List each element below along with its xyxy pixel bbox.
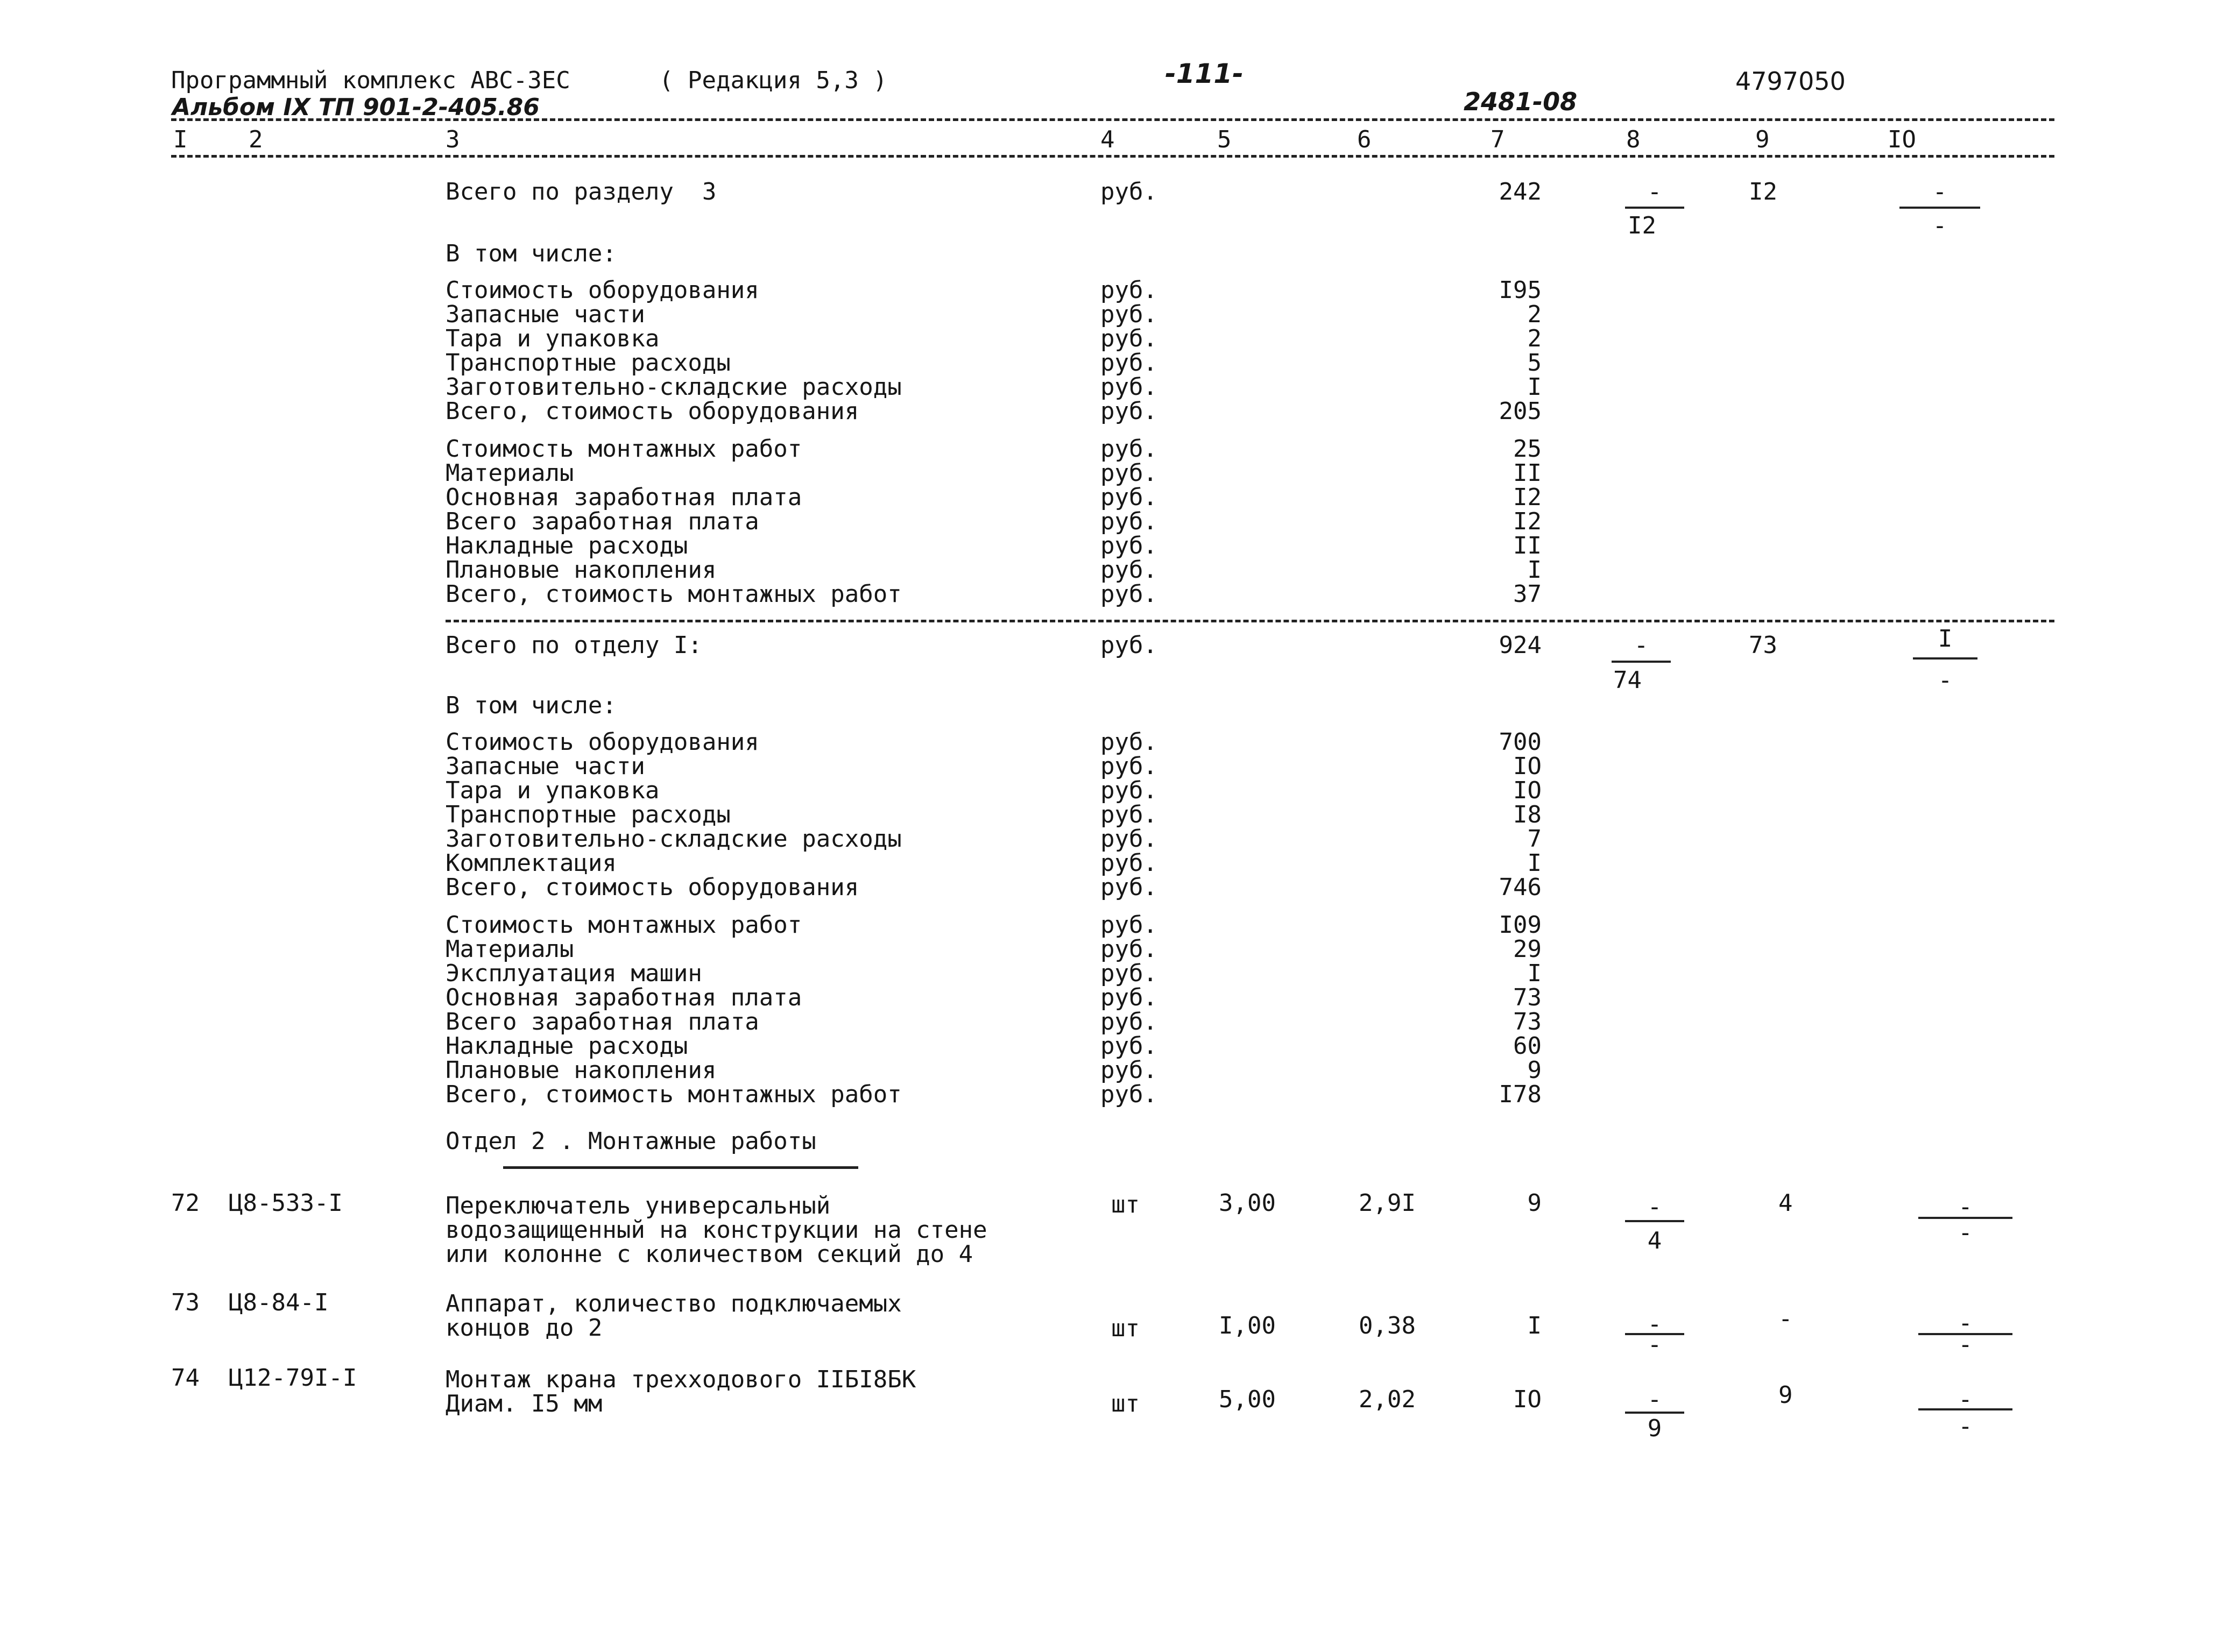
edition-label: ( Редакция 5,3 ) <box>659 67 887 94</box>
item-c10-top: - <box>1958 1309 1973 1337</box>
dept-total-c10-bottom: - <box>1938 667 1953 694</box>
row-label: Накладные расходы <box>446 532 688 559</box>
item-description-line: водозащищенный на конструкции на стене <box>446 1216 987 1244</box>
header-rule-top <box>171 118 2054 121</box>
section-total-c10-top: - <box>1932 178 1947 205</box>
fraction-bar <box>1625 1220 1684 1222</box>
item-c8-top: - <box>1647 1193 1662 1221</box>
row-label: Транспортные расходы <box>446 349 731 377</box>
row-label: Стоимость монтажных работ <box>446 435 802 463</box>
section-including-label: В том числе: <box>446 240 617 267</box>
row-unit: руб. <box>1100 556 1157 584</box>
row-unit: руб. <box>1100 874 1157 901</box>
row-unit: руб. <box>1100 825 1157 853</box>
dept2-title: Отдел 2 . Монтажные работы <box>446 1128 816 1155</box>
item-c8-bottom: 9 <box>1647 1415 1662 1442</box>
row-unit: руб. <box>1100 728 1157 756</box>
section-total-c10-bottom: - <box>1932 212 1947 239</box>
item-description-line: концов до 2 <box>446 1314 603 1342</box>
row-label: Плановые накопления <box>446 556 717 584</box>
row-label: Стоимость оборудования <box>446 276 759 304</box>
dept-total-c8-bottom: 74 <box>1613 667 1642 694</box>
row-value: I8 <box>1513 801 1542 828</box>
item-c9: 9 <box>1778 1381 1793 1409</box>
item-code: Ц8-84-I <box>229 1289 329 1316</box>
row-unit: руб. <box>1100 849 1157 877</box>
fraction-bar <box>1918 1408 2012 1410</box>
row-unit: руб. <box>1100 508 1157 535</box>
album-reference: Альбом IX ТП 901-2-405.86 <box>172 94 540 121</box>
row-value: I <box>1527 849 1542 877</box>
section-divider <box>446 620 2054 622</box>
item-description-line: Монтаж крана трехходового IIБI8БК <box>446 1366 916 1393</box>
row-unit: руб. <box>1100 1008 1157 1036</box>
item-description-line: Аппарат, количество подключаемых <box>446 1290 902 1317</box>
row-value: 9 <box>1527 1057 1542 1084</box>
row-label: Эксплуатация машин <box>446 960 702 987</box>
fraction-bar <box>1625 1412 1684 1414</box>
item-c8-bottom: 4 <box>1647 1227 1662 1254</box>
dept2-title-underline <box>503 1166 858 1169</box>
item-total: 9 <box>1527 1189 1542 1217</box>
row-value: 5 <box>1527 349 1542 377</box>
row-value: I <box>1527 556 1542 584</box>
row-unit: руб. <box>1100 1081 1157 1108</box>
row-value: 2 <box>1527 325 1542 352</box>
col-head-6: 6 <box>1357 126 1372 153</box>
row-value: 73 <box>1513 1008 1542 1036</box>
item-c8-top: - <box>1647 1386 1662 1413</box>
row-unit: руб. <box>1100 276 1157 304</box>
row-label: Материалы <box>446 459 574 487</box>
row-value: I95 <box>1499 276 1542 304</box>
program-name: Программный комплекс АВС-ЗЕС <box>171 67 570 94</box>
col-head-9: 9 <box>1755 126 1770 153</box>
row-value: I <box>1527 960 1542 987</box>
dept-including-label: В том числе: <box>446 692 617 719</box>
document-number: 4797050 <box>1735 67 1846 96</box>
section-total-label: Всего по разделу 3 <box>446 178 717 205</box>
row-value: I2 <box>1513 484 1542 511</box>
row-unit: руб. <box>1100 301 1157 328</box>
row-label: Тара и упаковка <box>446 325 660 352</box>
item-c10-bottom: - <box>1958 1219 1973 1246</box>
row-label: Основная заработная плата <box>446 484 802 511</box>
item-unit-price: 0,38 <box>1359 1312 1416 1339</box>
item-unit-price: 2,02 <box>1359 1386 1416 1413</box>
row-label: Всего заработная плата <box>446 508 759 535</box>
row-unit: руб. <box>1100 911 1157 939</box>
item-unit: шт <box>1111 1390 1140 1417</box>
col-head-1: I <box>173 126 188 153</box>
row-unit: руб. <box>1100 484 1157 511</box>
section-total-c8-bottom: I2 <box>1628 212 1656 239</box>
page-mark: -111- <box>1165 58 1244 89</box>
item-quantity: 5,00 <box>1219 1386 1276 1413</box>
col-head-10: IO <box>1888 126 1916 153</box>
row-unit: руб. <box>1100 349 1157 377</box>
row-label: Запасные части <box>446 301 645 328</box>
row-value: II <box>1513 532 1542 559</box>
item-unit: шт <box>1111 1315 1140 1342</box>
row-label: Всего заработная плата <box>446 1008 759 1036</box>
item-description-line: Диам. I5 мм <box>446 1390 603 1417</box>
row-value: IO <box>1513 753 1542 780</box>
dept-total-c7: 924 <box>1499 632 1542 659</box>
row-label: Заготовительно-складские расходы <box>446 373 902 401</box>
row-value: 746 <box>1499 874 1542 901</box>
row-value: 700 <box>1499 728 1542 756</box>
row-label: Тара и упаковка <box>446 777 660 804</box>
item-description-line: или колонне с количеством секций до 4 <box>446 1240 973 1268</box>
item-c8-top: - <box>1647 1310 1662 1338</box>
row-unit: руб. <box>1100 435 1157 463</box>
row-label: Материалы <box>446 935 574 963</box>
col-head-8: 8 <box>1626 126 1641 153</box>
row-value: I78 <box>1499 1081 1542 1108</box>
row-unit: руб. <box>1100 580 1157 608</box>
item-total: I <box>1527 1312 1542 1339</box>
item-c10-top: - <box>1958 1193 1973 1221</box>
row-unit: руб. <box>1100 801 1157 828</box>
col-head-2: 2 <box>249 126 263 153</box>
row-label: Всего, стоимость оборудования <box>446 398 859 425</box>
fraction-bar <box>1913 657 1977 660</box>
item-unit-price: 2,9I <box>1359 1189 1416 1217</box>
row-value: IO <box>1513 777 1542 804</box>
row-label: Накладные расходы <box>446 1032 688 1060</box>
row-value: 37 <box>1513 580 1542 608</box>
item-c9: 4 <box>1778 1189 1793 1217</box>
dept-total-c9: 73 <box>1749 632 1777 659</box>
dept-total-unit: руб. <box>1100 632 1157 659</box>
row-label: Всего, стоимость оборудования <box>446 874 859 901</box>
row-value: I2 <box>1513 508 1542 535</box>
item-code: Ц12-79I-I <box>229 1364 357 1392</box>
item-number: 74 <box>171 1364 200 1392</box>
row-unit: руб. <box>1100 325 1157 352</box>
fraction-bar <box>1899 207 1980 209</box>
dept-total-c10-top: I <box>1938 625 1953 653</box>
row-label: Заготовительно-складские расходы <box>446 825 902 853</box>
row-value: 60 <box>1513 1032 1542 1060</box>
row-value: II <box>1513 459 1542 487</box>
section-total-c9: I2 <box>1749 178 1777 205</box>
row-label: Основная заработная плата <box>446 984 802 1011</box>
row-value: 205 <box>1499 398 1542 425</box>
item-total: IO <box>1513 1386 1542 1413</box>
header-rule-bottom <box>171 155 2054 158</box>
row-value: 73 <box>1513 984 1542 1011</box>
row-value: I09 <box>1499 911 1542 939</box>
row-label: Всего, стоимость монтажных работ <box>446 1081 902 1108</box>
row-label: Транспортные расходы <box>446 801 731 828</box>
row-unit: руб. <box>1100 935 1157 963</box>
row-value: 7 <box>1527 825 1542 853</box>
section-total-c7: 242 <box>1499 178 1542 205</box>
item-quantity: I,00 <box>1219 1312 1276 1339</box>
dept-total-c8-top: - <box>1634 632 1649 659</box>
dept-total-label: Всего по отделу I: <box>446 632 702 659</box>
fraction-bar <box>1612 661 1671 663</box>
row-unit: руб. <box>1100 373 1157 401</box>
row-unit: руб. <box>1100 753 1157 780</box>
col-head-3: 3 <box>446 126 460 153</box>
section-total-unit: руб. <box>1100 178 1157 205</box>
row-unit: руб. <box>1100 984 1157 1011</box>
item-number: 72 <box>171 1189 200 1217</box>
col-head-4: 4 <box>1100 126 1115 153</box>
row-unit: руб. <box>1100 532 1157 559</box>
row-label: Стоимость оборудования <box>446 728 759 756</box>
item-c9: - <box>1778 1305 1793 1332</box>
item-unit: шт <box>1111 1191 1140 1218</box>
row-value: 25 <box>1513 435 1542 463</box>
row-unit: руб. <box>1100 1032 1157 1060</box>
doc-code: 2481-08 <box>1464 87 1578 116</box>
item-number: 73 <box>171 1289 200 1316</box>
section-total-c8-top: - <box>1647 178 1662 205</box>
item-c10-bottom: - <box>1958 1331 1973 1358</box>
row-value: 2 <box>1527 301 1542 328</box>
fraction-bar <box>1625 207 1684 209</box>
item-quantity: 3,00 <box>1219 1189 1276 1217</box>
row-label: Плановые накопления <box>446 1057 717 1084</box>
item-c8-bottom: - <box>1647 1331 1662 1358</box>
row-label: Комплектация <box>446 849 617 877</box>
item-code: Ц8-533-I <box>229 1189 343 1217</box>
col-head-7: 7 <box>1491 126 1505 153</box>
row-unit: руб. <box>1100 777 1157 804</box>
col-head-5: 5 <box>1217 126 1232 153</box>
row-label: Всего, стоимость монтажных работ <box>446 580 902 608</box>
row-label: Стоимость монтажных работ <box>446 911 802 939</box>
row-unit: руб. <box>1100 960 1157 987</box>
row-value: 29 <box>1513 935 1542 963</box>
item-c10-bottom: - <box>1958 1413 1973 1440</box>
row-unit: руб. <box>1100 398 1157 425</box>
row-unit: руб. <box>1100 1057 1157 1084</box>
row-value: I <box>1527 373 1542 401</box>
row-unit: руб. <box>1100 459 1157 487</box>
item-c10-top: - <box>1958 1386 1973 1413</box>
row-label: Запасные части <box>446 753 645 780</box>
item-description-line: Переключатель универсальный <box>446 1192 831 1219</box>
